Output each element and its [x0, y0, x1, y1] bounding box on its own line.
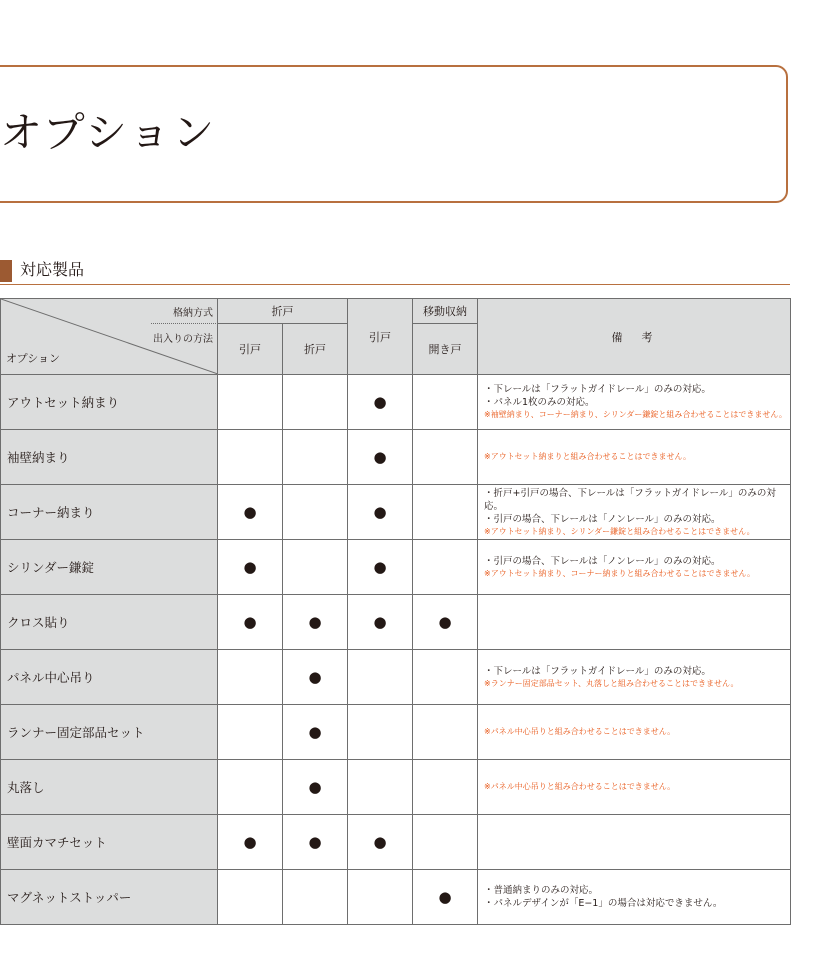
support-dot-cell	[413, 815, 478, 870]
remark-line: ・パネルデザインが「E−1」の場合は対応できません。	[484, 898, 723, 909]
support-dot-cell: ●	[283, 595, 348, 650]
option-label: オプション	[6, 352, 61, 365]
option-name-cell: クロス貼り	[1, 595, 218, 650]
header-dotted-line	[151, 323, 216, 324]
support-dot-cell	[283, 870, 348, 925]
support-dot-cell	[413, 430, 478, 485]
support-dot-cell	[413, 650, 478, 705]
support-dot-cell: ●	[283, 705, 348, 760]
warning-line: ※パネル中心吊りと組み合わせることはできません。	[484, 727, 676, 736]
support-dot-cell	[413, 760, 478, 815]
remark-line: ・引戸の場合、下レールは「ノンレール」のみの対応。	[484, 513, 721, 525]
table-row	[1, 760, 791, 815]
remarks-cell	[478, 870, 791, 925]
support-dot-cell	[283, 375, 348, 430]
support-dot-cell	[348, 870, 413, 925]
section-header	[0, 256, 790, 286]
support-dot-cell	[413, 705, 478, 760]
remark-line: ・折戸+引戸の場合、下レールは「フラットガイドレール」のみの対応。	[484, 487, 776, 512]
support-dot-cell: ●	[348, 815, 413, 870]
sub-orido-header: 折戸	[283, 324, 348, 375]
option-name-cell: 丸落し	[1, 760, 218, 815]
table-row	[1, 705, 791, 760]
support-dot-cell: ●	[218, 595, 283, 650]
warning-line: ※袖壁納まり、コーナー納まり、シリンダー鎌錠と組み合わせることはできません。	[484, 410, 787, 419]
page-title: オプション	[0, 108, 217, 157]
support-dot-cell: ●	[218, 485, 283, 540]
remark-line: ・普通納まりのみの対応。	[484, 885, 599, 896]
support-dot-cell	[348, 760, 413, 815]
support-dot-cell: ●	[218, 815, 283, 870]
support-dot-cell	[218, 705, 283, 760]
option-name-cell: シリンダー鎌錠	[1, 540, 218, 595]
support-dot-cell	[218, 430, 283, 485]
support-dot-cell	[283, 430, 348, 485]
remarks-cell	[478, 595, 791, 650]
support-dot-cell: ●	[348, 540, 413, 595]
table-row	[1, 485, 791, 540]
table-row	[1, 375, 791, 430]
support-dot-cell	[218, 760, 283, 815]
option-name-cell: コーナー納まり	[1, 485, 218, 540]
sub-hikido-header: 引戸	[218, 324, 283, 375]
remarks-header: 備 考	[478, 299, 791, 375]
support-dot-cell	[413, 540, 478, 595]
table-row	[1, 595, 791, 650]
remarks-cell	[478, 485, 791, 540]
section-marker	[0, 260, 12, 282]
section-title: 対応製品	[20, 260, 85, 279]
remarks-cell	[478, 375, 791, 430]
options-table	[0, 298, 791, 925]
option-name-cell: パネル中心吊り	[1, 650, 218, 705]
warning-line: ※アウトセット納まり、シリンダー鎌錠と組み合わせることはできません。	[484, 526, 755, 536]
remarks-cell	[478, 760, 791, 815]
warning-line: ※アウトセット納まりと組み合わせることはできません。	[484, 452, 691, 461]
section-divider	[0, 284, 790, 285]
support-dot-cell	[348, 705, 413, 760]
sub-hirakido-header: 開き戸	[413, 324, 478, 375]
orido-group-header: 折戸	[218, 299, 348, 324]
support-dot-cell	[283, 540, 348, 595]
option-name-cell: アウトセット納まり	[1, 375, 218, 430]
support-dot-cell: ●	[348, 430, 413, 485]
support-dot-cell	[413, 485, 478, 540]
warning-line: ※アウトセット納まり、コーナー納まりと組み合わせることはできません。	[484, 568, 755, 578]
remark-line: ・下レールは「フラットガイドレール」のみの対応。	[484, 665, 711, 677]
hikido-header: 引戸	[348, 299, 413, 375]
support-dot-cell: ●	[283, 815, 348, 870]
support-dot-cell: ●	[283, 760, 348, 815]
warning-line: ※パネル中心吊りと組み合わせることはできません。	[484, 782, 676, 791]
remarks-cell	[478, 430, 791, 485]
support-dot-cell	[218, 375, 283, 430]
support-dot-cell	[348, 650, 413, 705]
support-dot-cell: ●	[413, 595, 478, 650]
option-name-cell: マグネットストッパー	[1, 870, 218, 925]
idou-group-header: 移動収納	[413, 299, 478, 324]
option-name-cell: ランナー固定部品セット	[1, 705, 218, 760]
support-dot-cell: ●	[283, 650, 348, 705]
support-dot-cell	[218, 870, 283, 925]
support-dot-cell: ●	[413, 870, 478, 925]
support-dot-cell: ●	[348, 485, 413, 540]
support-dot-cell: ●	[348, 375, 413, 430]
remark-line: ・パネル1枚のみの対応。	[484, 397, 595, 408]
support-dot-cell: ●	[348, 595, 413, 650]
remarks-cell	[478, 540, 791, 595]
warning-line: ※ランナー固定部品セット、丸落しと組み合わせることはできません。	[484, 678, 739, 688]
corner-header-cell	[1, 299, 218, 375]
table-row	[1, 870, 791, 925]
remarks-cell	[478, 705, 791, 760]
remark-line: ・下レールは「フラットガイドレール」のみの対応。	[484, 384, 711, 395]
remark-line: ・引戸の場合、下レールは「ノンレール」のみの対応。	[484, 555, 721, 567]
kakunou-label: 格納方式	[173, 308, 213, 319]
remarks-cell	[478, 650, 791, 705]
deiri-label: 出入りの方法	[153, 334, 213, 345]
support-dot-cell	[413, 375, 478, 430]
table-row	[1, 650, 791, 705]
remarks-cell	[478, 815, 791, 870]
table-row	[1, 540, 791, 595]
table-row	[1, 430, 791, 485]
option-name-cell: 壁面カマチセット	[1, 815, 218, 870]
support-dot-cell: ●	[218, 540, 283, 595]
support-dot-cell	[283, 485, 348, 540]
option-name-cell: 袖壁納まり	[1, 430, 218, 485]
table-row	[1, 815, 791, 870]
support-dot-cell	[218, 650, 283, 705]
